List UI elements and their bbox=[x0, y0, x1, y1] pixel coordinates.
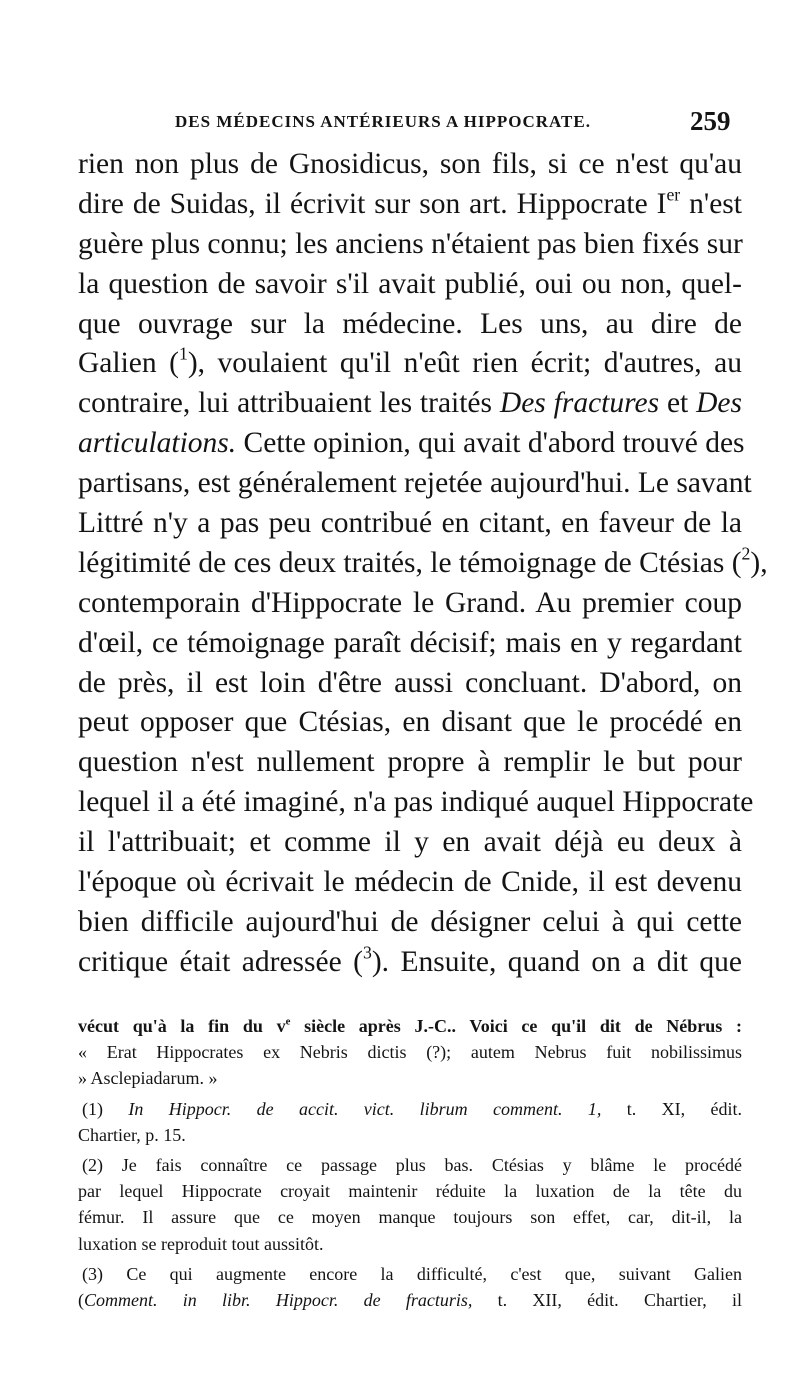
text-run: vécut qu'à la fin du v bbox=[78, 1016, 286, 1036]
body-line: il l'attribuait; et comme il y en avait déjà eu deux à bbox=[78, 826, 742, 859]
text-run: critique était adressée ( bbox=[78, 945, 363, 978]
footnote-line: par lequel Hippocrate croyait maintenir réduite la luxation de la tête du bbox=[78, 1181, 742, 1202]
text-run: t. XI, édit. bbox=[601, 1098, 742, 1119]
body-line bbox=[78, 384, 742, 424]
citation: In Hippocr. de accit. vict. librum comment. 1, bbox=[103, 1098, 602, 1119]
text-run: ). Ensuite, quand on a dit que bbox=[371, 945, 743, 978]
body-line: lequel il a été imaginé, n'a pas indiqué auquel Hippocrate bbox=[78, 786, 754, 819]
text-run: Ce qui augmente encore la difficulté, c'est que, suivant Galien bbox=[103, 1263, 742, 1284]
footnotes bbox=[78, 1013, 742, 1313]
text-run: Je fais connaître ce passage plus bas. Ctésias y blâme le procédé bbox=[103, 1154, 742, 1175]
text-run: ), bbox=[750, 546, 768, 579]
body-line: l'époque où écrivait le médecin de Cnide, il est devenu bbox=[78, 866, 742, 899]
footnote-line: luxation se reproduit tout aussitôt. bbox=[78, 1233, 324, 1254]
footnote-3 bbox=[78, 1261, 742, 1287]
body-line: dire de Suidas, il écrivit sur son art. Hippocrate Ier n'est bbox=[78, 184, 742, 220]
footnote-line: fémur. Il assure que ce moyen manque toujours son effet, car, dit-il, la bbox=[78, 1207, 742, 1228]
body-line: question n'est nullement propre à remplir le but pour bbox=[78, 746, 742, 779]
footnote-marker: (3) bbox=[82, 1263, 103, 1284]
text-run: Galien ( bbox=[78, 347, 179, 380]
running-head: DES MÉDECINS ANTÉRIEURS A HIPPOCRATE. bbox=[175, 112, 591, 131]
body-line: peut opposer que Ctésias, en disant que le procédé en bbox=[78, 706, 742, 739]
text-run: siècle après J.-C.. Voici ce qu'il dit de Nébrus : bbox=[290, 1016, 742, 1036]
body-line: rien non plus de Gnosidicus, son fils, si ce n'est qu'au bbox=[78, 148, 742, 180]
footnote-line: Chartier, p. 15. bbox=[78, 1124, 186, 1145]
body-line: guère plus connu; les anciens n'étaient pas bien fixés sur bbox=[78, 227, 743, 260]
body-line bbox=[78, 543, 768, 584]
body-line: Littré n'y a pas peu contribué en citant, en faveur de la bbox=[78, 507, 742, 540]
footnote-line bbox=[78, 1287, 742, 1313]
text-run: légitimité de ces deux traités, le témoignage de Ctésias ( bbox=[78, 546, 742, 579]
footnote-ref: 3 bbox=[362, 942, 372, 963]
text-run: t. XII, édit. Chartier, il bbox=[472, 1289, 742, 1310]
footnote-ref: 2 bbox=[741, 543, 751, 564]
text-run: ), voulaient qu'il n'eût rien écrit; d'autres, au bbox=[187, 347, 742, 380]
footnote-marker: (2) bbox=[82, 1154, 103, 1175]
text-run: Cette opinion, qui avait d'abord trouvé des bbox=[236, 427, 745, 460]
body-line: bien difficile aujourd'hui de désigner celui à qui cette bbox=[78, 905, 742, 938]
body-line: la question de savoir s'il avait publié, oui ou non, quel- bbox=[78, 267, 742, 300]
body-line bbox=[78, 424, 745, 464]
body-line: contemporain d'Hippocrate le Grand. Au premier coup bbox=[78, 586, 742, 619]
body-line: de près, il est loin d'être aussi concluant. D'abord, on bbox=[78, 666, 742, 699]
footnote-line bbox=[78, 1013, 742, 1039]
text-run: ( bbox=[78, 1289, 84, 1310]
footnote-line: « Erat Hippocrates ex Nebris dictis (?); autem Nebrus fuit nobilissimus bbox=[78, 1042, 742, 1063]
text-run: et bbox=[659, 387, 697, 420]
page-number: 259 bbox=[690, 106, 731, 136]
text-run: contraire, lui attribuaient les traités bbox=[78, 387, 500, 420]
body-line: que ouvrage sur la médecine. Les uns, au dire de bbox=[78, 307, 742, 340]
book-title: articulations. bbox=[78, 427, 237, 460]
footnote-marker: (1) bbox=[82, 1098, 103, 1119]
footnote-line: » Asclepiadarum. » bbox=[78, 1068, 218, 1089]
footnote-ref: 1 bbox=[178, 344, 188, 365]
body-text bbox=[78, 145, 768, 983]
book-title: Des fractures bbox=[499, 387, 660, 420]
superscript: e bbox=[285, 1015, 291, 1028]
book-title: Des bbox=[696, 387, 743, 420]
body-line: partisans, est généralement rejetée aujourd'hui. Le savant bbox=[78, 467, 752, 500]
body-line bbox=[78, 943, 742, 983]
body-line bbox=[78, 344, 742, 384]
footnote-2 bbox=[78, 1152, 742, 1178]
body-line: d'œil, ce témoignage paraît décisif; mais en y regardant bbox=[78, 626, 742, 659]
footnote-1 bbox=[78, 1096, 742, 1122]
citation: Comment. in libr. Hippocr. de fracturis, bbox=[84, 1289, 473, 1310]
